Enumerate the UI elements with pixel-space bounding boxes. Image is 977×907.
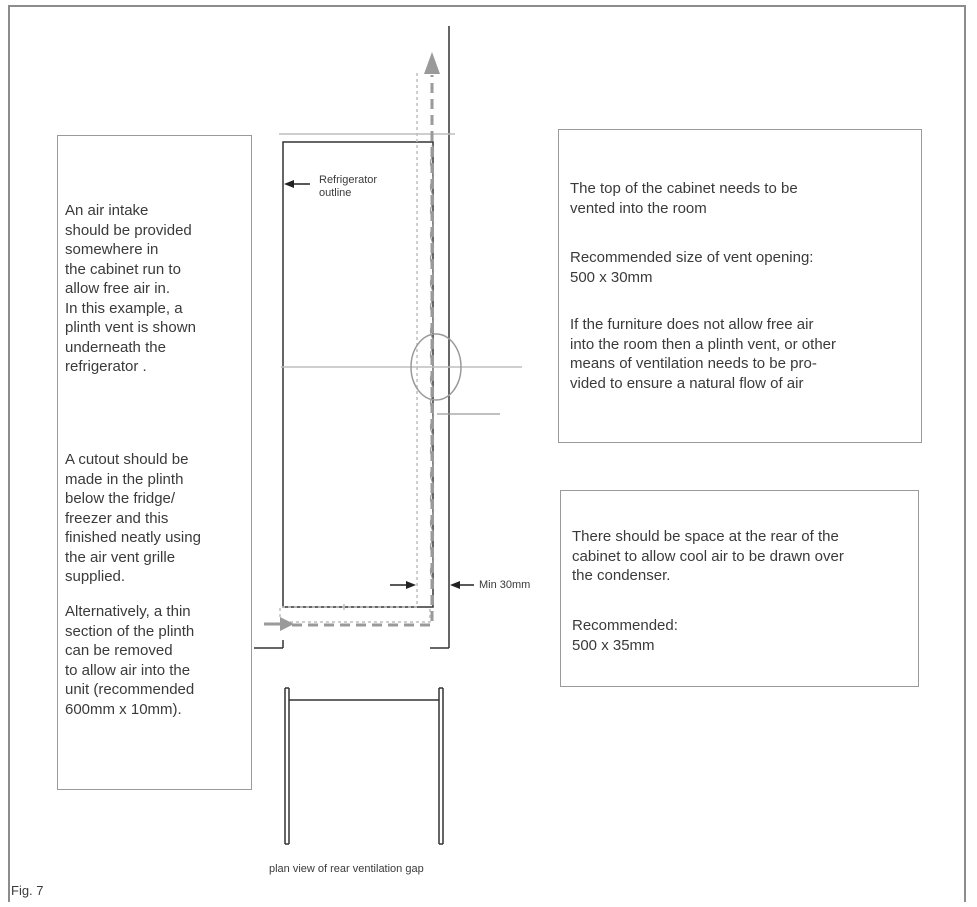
cavity-dotted-outline-outer [290,607,430,622]
rear-note-recommended: Recommended: 500 x 35mm [572,617,678,654]
min-gap-label: Min 30mm [479,579,531,591]
refrigerator-outline [283,142,433,607]
figure-label: Fig. 7 [11,883,44,898]
left-note-alternative: Alternatively, a thin section of the plinth can be removed to allow air into the unit (recommended 600mm x 10mm). [65,603,195,718]
plan-view-caption: plan view of rear ventilation gap [269,863,424,875]
cavity-dotted-outline [280,70,417,617]
airflow-arrow-up-head [424,52,440,74]
top-note-vent: The top of the cabinet needs to be vented into the room [570,180,798,217]
top-note-size: Recommended size of vent opening: 500 x 30mm [570,249,814,286]
airflow-inlet-head [280,617,294,631]
outline-pointer-head [284,180,294,188]
gap-arrow-left-head [406,581,416,589]
gap-arrow-right-head [450,581,460,589]
rear-note-space: There should be space at the rear of the cabinet to allow cool air to be drawn over the condenser. [572,528,844,584]
left-note-cutout: A cutout should be made in the plinth below the fridge/ freezer and this finished neatly using the air vent grille supplied. [65,451,201,585]
refrigerator-outline-label: Refrigerator outline [319,174,378,199]
left-note-intro: An air intake should be provided somewhere in the cabinet run to allow free air in. In this example, a plinth vent is shown underneath the refrigerator . [65,202,196,375]
top-note-furniture: If the furniture does not allow free air into the room then a plinth vent, or other means of ventilation needs to be pro- vided to ensure a natural flow of air [570,316,836,392]
airflow-arrow-path [292,75,432,625]
